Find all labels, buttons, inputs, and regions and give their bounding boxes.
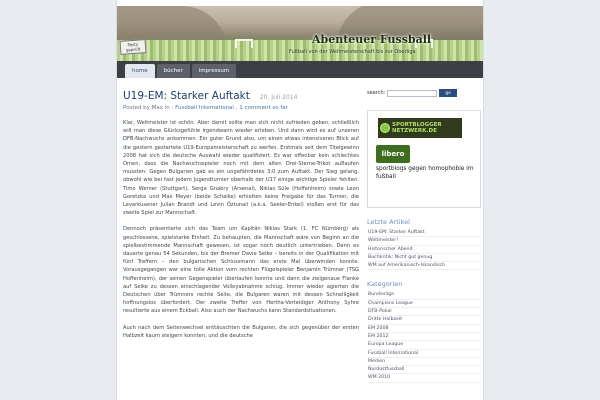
site-description: Fußball von der Weltmeisterschaft bis zur Oberliga bbox=[289, 49, 416, 55]
sportblogger-line1: SPORTBLOGGER bbox=[392, 122, 442, 128]
nav-tab-impressum[interactable]: impressum bbox=[192, 64, 236, 78]
post bbox=[123, 90, 359, 348]
site-title[interactable]: Abenteuer Fussball bbox=[312, 33, 432, 46]
category-link[interactable]: EM 2008 bbox=[367, 325, 481, 333]
post-paragraph: Auch nach dem Seitenwechsel enttäuschten die Bulgaren, die sich gegenüber der ersten Halbzeit kaum steigern konnten, und die deutsche bbox=[123, 324, 359, 339]
category-link[interactable]: Fussball International bbox=[367, 350, 481, 358]
search-input[interactable] bbox=[387, 90, 437, 97]
recent-post-link[interactable]: Weltmeister! bbox=[367, 237, 481, 245]
sidebar-ad-box bbox=[367, 110, 481, 208]
site-header bbox=[117, 6, 484, 61]
recent-post-link[interactable]: WM auf Amerikanisch-Iskandisch bbox=[367, 262, 481, 270]
sportblogger-line2: NETZWERK.DE bbox=[392, 128, 437, 134]
post-body bbox=[123, 119, 359, 340]
recent-post-link[interactable]: Historischer Abend bbox=[367, 246, 481, 254]
search-form bbox=[367, 89, 481, 97]
post-header bbox=[123, 90, 359, 102]
post-paragraph: Klar, Weltmeister ist schön. Aber damit sollte man sich nicht zufrieden geben, schließlich will man diese Glücksgefühle irgendwann wieder erleben. Und dann wird es auf unseren DFB-Nachwuchs ankommen. Ein guter Grund also, um einen etwas intensiveren Blick auf die gestern gestartete U19-Europameisterschaft zu werfen. Erstmals seit dem Titelgewinn 2008 hat sich die deutsche Auswahl wieder qualifiziert. Es war offenbar kein schlechtes Omen, dass die Nachwuchsspieler noch mit dem alten Drei-Sterne-Trikot auflaufen mussten: Gegen Bulgarien gab es ein ungefährdetes 3:0 zum Auftakt. Der Sieg gelang, obwohl wie bei fast jedem Jugendturnier oberhalb der U17 einige wichtige Spieler fehlten. Timo Werner (Stuttgart), Serge Gnabry (Arsenal), Niklas Süle (Hoffenheim) sowie Leon Goretzka und Max Meyer (beide Schalke) erhielten keine Freigabe für das Turnier, die Leverkusener Julian Brandt und Levin Öztunali (a.k.a. Seeler-Enkel) stoßen erst für das zweite Spiel zur Mannschaft. bbox=[123, 120, 359, 217]
post-paragraph: Dennoch präsentierte sich das Team um Kapitän Niklas Stark (1. FC Nürnberg) als geschlossene, spielstarke Einheit. Zu behaupten, die Mannschaft wäre von Beginn an die spielbestimmende Mannschaft gewesen, ist sogar noch deutlich untertrieben. Denn es dauerte genau 54 Sekunden, bis der Bremer Davie Selke – bereits in der Qualifikation mit fünf Treffern – den bulgarischen Schlussmann das erste Mal überwinden konnte. Vorausgegangen war eine tolle Aktion vom rechten Flügelspieler Benjamin Trümner (TSG Hoffenheim), der seinen Gegenspieler überlaufen konnte und dann die zielgenaue Flanke auf Selke zu dessen einschlagender Volleyabnahme schlug. Immer wieder agierten die Deutschen über Trümners rechte Seite, die Bulgaren waren mit dessen Schnelligkeit hoffnungslos überfordert. Der zweite Treffer von Hertha-Verteidiger Anthony Syhre resultierte aus einem Eckball. Also auch der Nachwuchs kann Standardsituationen. bbox=[123, 226, 359, 315]
recent-posts-title: Letzte Artikel bbox=[367, 218, 410, 226]
goal-icon bbox=[235, 39, 253, 48]
post-title[interactable]: U19-EM: Starker Auftakt bbox=[123, 90, 250, 102]
search-button[interactable]: go bbox=[439, 89, 457, 97]
category-link[interactable]: DFB-Pokal bbox=[367, 308, 481, 316]
libero-slogan: sportblogs gegen homophobie im fußball bbox=[376, 166, 474, 180]
category-link[interactable]: EM 2012 bbox=[367, 333, 481, 341]
sportblogger-logo-text bbox=[392, 122, 442, 134]
recent-posts-list bbox=[367, 229, 481, 270]
category-link[interactable]: Medien bbox=[367, 358, 481, 366]
post-date: 20. Juli 2014 bbox=[259, 94, 298, 101]
posty-stamp: Posty geprüft bbox=[120, 39, 147, 55]
football-icon bbox=[380, 123, 390, 133]
recent-post-link[interactable]: U19-EM: Starker Auftakt bbox=[367, 229, 481, 237]
main-nav bbox=[117, 61, 484, 78]
post-meta bbox=[123, 105, 359, 111]
post-author: Posted by Max in : bbox=[123, 105, 174, 111]
nav-tab-home[interactable]: home bbox=[125, 64, 155, 78]
recent-post-link[interactable]: Buchkritik: Nicht gut genug bbox=[367, 254, 481, 262]
post-category-link[interactable]: Fussball International bbox=[175, 105, 234, 111]
category-link[interactable]: Europa League bbox=[367, 341, 481, 349]
post-meta-separator: , bbox=[235, 105, 238, 111]
post-comments-link[interactable]: 1 comment so far bbox=[239, 105, 288, 111]
nav-tab-buecher[interactable]: bücher bbox=[157, 64, 190, 78]
sportblogger-logo[interactable] bbox=[378, 118, 462, 138]
category-link[interactable]: Champions League bbox=[367, 300, 481, 308]
category-link[interactable]: Bundesliga bbox=[367, 291, 481, 299]
search-label: search: bbox=[367, 90, 386, 96]
sidebar bbox=[367, 80, 481, 383]
categories-list bbox=[367, 291, 481, 382]
categories-title: Kategorien bbox=[367, 280, 403, 289]
category-link[interactable]: Dritte Halbzeit bbox=[367, 316, 481, 324]
page bbox=[116, 0, 484, 400]
category-link[interactable]: Nordostfussball bbox=[367, 366, 481, 374]
libero-logo[interactable]: libero bbox=[376, 145, 410, 163]
category-link[interactable]: WM 2010 bbox=[367, 374, 481, 382]
